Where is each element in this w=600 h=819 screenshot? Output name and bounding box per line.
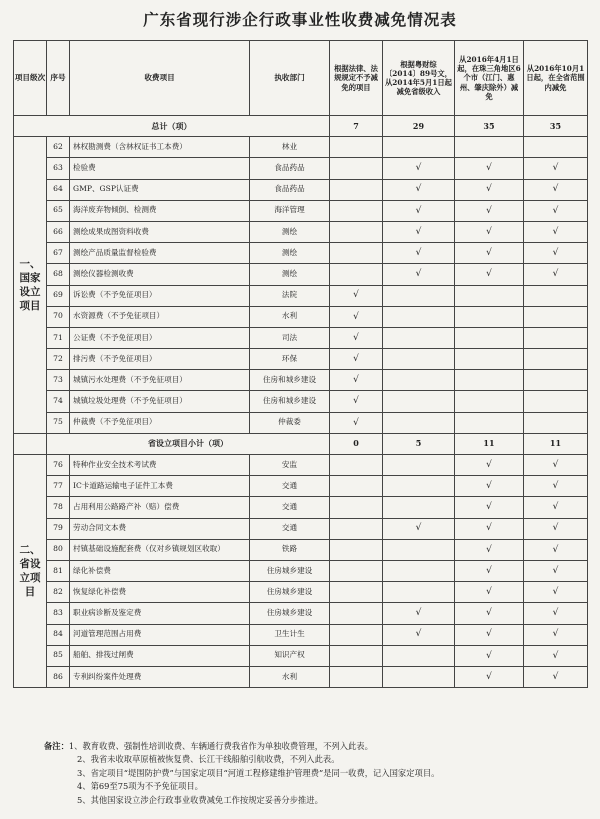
note-line: 5、其他国家设立涉企行政事业收费减免工作按规定妥善分步推进。	[77, 794, 323, 805]
mark-c4: √	[524, 645, 588, 666]
mark-c1: √	[330, 285, 383, 306]
group-label: 一、国家设立项目	[14, 137, 47, 434]
mark-c2	[383, 327, 455, 348]
fee-item: 水资源费（不予免征项目）	[70, 306, 250, 327]
mark-c3: √	[455, 518, 524, 539]
mark-c4: √	[524, 476, 588, 497]
mark-c2	[383, 349, 455, 370]
mark-c3	[455, 370, 524, 391]
department: 住房和城乡建设	[250, 370, 330, 391]
mark-c3: √	[455, 645, 524, 666]
row-number: 62	[47, 137, 70, 158]
table-row	[14, 518, 588, 539]
note-line: 2、我省未收取草原植被恢复费、长江干线船舶引航收费，不列入此表。	[77, 754, 340, 765]
fee-item: 劳动合同文本费	[70, 518, 250, 539]
table-row	[14, 539, 588, 560]
mark-c3	[455, 391, 524, 412]
table-row	[14, 327, 588, 348]
department: 海洋管理	[250, 200, 330, 221]
row-number: 64	[47, 179, 70, 200]
row-number: 75	[47, 412, 70, 433]
table-row	[14, 221, 588, 242]
mark-c4	[524, 412, 588, 433]
table-row	[14, 285, 588, 306]
table-row	[14, 412, 588, 433]
mark-c4: √	[524, 666, 588, 687]
fee-item: 职业病诊断及鉴定费	[70, 603, 250, 624]
mark-c3: √	[455, 243, 524, 264]
notes	[44, 740, 589, 807]
row-number: 68	[47, 264, 70, 285]
mark-c2	[383, 666, 455, 687]
row-number: 70	[47, 306, 70, 327]
mark-c2: √	[383, 179, 455, 200]
row-number: 66	[47, 221, 70, 242]
department: 食品药品	[250, 158, 330, 179]
department: 卫生计生	[250, 624, 330, 645]
mark-c3: √	[455, 200, 524, 221]
table-row	[14, 666, 588, 687]
fee-item: 城镇污水处理费（不予免征项目）	[70, 370, 250, 391]
department: 测绘	[250, 243, 330, 264]
fee-item: 仲裁费（不予免征项目）	[70, 412, 250, 433]
subtotal-c2: 5	[383, 433, 455, 454]
mark-c4: √	[524, 497, 588, 518]
department: 交通	[250, 518, 330, 539]
mark-c1	[330, 179, 383, 200]
row-number: 67	[47, 243, 70, 264]
mark-c4: √	[524, 582, 588, 603]
fee-item: 检验费	[70, 158, 250, 179]
mark-c1: √	[330, 306, 383, 327]
header-row	[14, 41, 588, 116]
department: 司法	[250, 327, 330, 348]
table-row	[14, 137, 588, 158]
mark-c2: √	[383, 158, 455, 179]
department: 食品药品	[250, 179, 330, 200]
mark-c1	[330, 603, 383, 624]
mark-c2	[383, 539, 455, 560]
total-c1: 7	[330, 116, 383, 137]
mark-c4	[524, 370, 588, 391]
department: 住房和城乡建设	[250, 391, 330, 412]
mark-c4: √	[524, 243, 588, 264]
mark-c1	[330, 645, 383, 666]
mark-c1	[330, 476, 383, 497]
fee-item: 专利纠纷案件处理费	[70, 666, 250, 687]
row-number: 63	[47, 158, 70, 179]
mark-c1: √	[330, 370, 383, 391]
table-row	[14, 370, 588, 391]
mark-c4: √	[524, 624, 588, 645]
mark-c3: √	[455, 158, 524, 179]
department: 交通	[250, 497, 330, 518]
mark-c4: √	[524, 264, 588, 285]
fee-item: 公证费（不予免征项目）	[70, 327, 250, 348]
mark-c3	[455, 137, 524, 158]
fee-item: IC卡道路运输电子证件工本费	[70, 476, 250, 497]
mark-c4: √	[524, 560, 588, 581]
table-row	[14, 455, 588, 476]
mark-c3: √	[455, 455, 524, 476]
department: 住房城乡建设	[250, 582, 330, 603]
fee-item: 村镇基础设施配套费（仅对乡镇规划区收取）	[70, 539, 250, 560]
row-number: 65	[47, 200, 70, 221]
table-row	[14, 306, 588, 327]
total-c2: 29	[383, 116, 455, 137]
mark-c2	[383, 582, 455, 603]
fee-item: 测绘仪器检测收费	[70, 264, 250, 285]
mark-c3: √	[455, 582, 524, 603]
header-item: 收费项目	[70, 41, 250, 116]
fee-item: 排污费（不予免征项目）	[70, 349, 250, 370]
mark-c1	[330, 243, 383, 264]
subtotal-c1: 0	[330, 433, 383, 454]
row-number: 76	[47, 455, 70, 476]
mark-c3: √	[455, 603, 524, 624]
mark-c3: √	[455, 476, 524, 497]
mark-c1	[330, 200, 383, 221]
department: 交通	[250, 476, 330, 497]
header-level: 项目级次	[14, 41, 47, 116]
mark-c2	[383, 476, 455, 497]
table-row	[14, 645, 588, 666]
mark-c2	[383, 137, 455, 158]
row-number: 72	[47, 349, 70, 370]
table-row	[14, 243, 588, 264]
department: 住房城乡建设	[250, 560, 330, 581]
department: 环保	[250, 349, 330, 370]
fee-item: 恢复绿化补偿费	[70, 582, 250, 603]
mark-c3: √	[455, 221, 524, 242]
mark-c4: √	[524, 455, 588, 476]
department: 林业	[250, 137, 330, 158]
mark-c2: √	[383, 264, 455, 285]
mark-c4: √	[524, 200, 588, 221]
mark-c4: √	[524, 158, 588, 179]
mark-c4: √	[524, 603, 588, 624]
mark-c3: √	[455, 497, 524, 518]
mark-c2: √	[383, 603, 455, 624]
total-c3: 35	[455, 116, 524, 137]
table-row	[14, 603, 588, 624]
mark-c3	[455, 306, 524, 327]
fee-item: 占用利用公路路产补（赔）偿费	[70, 497, 250, 518]
mark-c3: √	[455, 264, 524, 285]
mark-c3: √	[455, 560, 524, 581]
table-row	[14, 179, 588, 200]
total-label: 总计（项）	[14, 116, 330, 137]
fee-item: 测绘成果成图资料收费	[70, 221, 250, 242]
mark-c2	[383, 455, 455, 476]
total-c4: 35	[524, 116, 588, 137]
row-number: 81	[47, 560, 70, 581]
mark-c2: √	[383, 518, 455, 539]
mark-c2	[383, 645, 455, 666]
note-line	[44, 740, 589, 753]
department: 仲裁委	[250, 412, 330, 433]
subtotal-c3: 11	[455, 433, 524, 454]
fee-item: 特种作业安全技术考试费	[70, 455, 250, 476]
table-row	[14, 582, 588, 603]
department: 住房城乡建设	[250, 603, 330, 624]
mark-c3	[455, 327, 524, 348]
mark-c3: √	[455, 624, 524, 645]
mark-c2: √	[383, 243, 455, 264]
department: 水利	[250, 666, 330, 687]
mark-c2: √	[383, 624, 455, 645]
mark-c3: √	[455, 179, 524, 200]
mark-c1	[330, 497, 383, 518]
row-number: 84	[47, 624, 70, 645]
subtotal-label: 省设立项目小计（项）	[47, 433, 330, 454]
mark-c2	[383, 391, 455, 412]
department: 铁路	[250, 539, 330, 560]
mark-c4: √	[524, 221, 588, 242]
mark-c2	[383, 497, 455, 518]
department: 法院	[250, 285, 330, 306]
row-number: 86	[47, 666, 70, 687]
table-row	[14, 497, 588, 518]
mark-c1: √	[330, 391, 383, 412]
department: 水利	[250, 306, 330, 327]
row-number: 80	[47, 539, 70, 560]
mark-c4: √	[524, 539, 588, 560]
fee-item: 河道管理范围占用费	[70, 624, 250, 645]
mark-c4	[524, 349, 588, 370]
mark-c1	[330, 137, 383, 158]
fee-item: 绿化补偿费	[70, 560, 250, 581]
mark-c1	[330, 158, 383, 179]
mark-c2	[383, 560, 455, 581]
mark-c3: √	[455, 666, 524, 687]
header-no: 序号	[47, 41, 70, 116]
mark-c3: √	[455, 539, 524, 560]
fee-item: 城镇垃圾处理费（不予免征项目）	[70, 391, 250, 412]
row-number: 83	[47, 603, 70, 624]
mark-c1	[330, 539, 383, 560]
fee-item: 船舶、排筏过闸费	[70, 645, 250, 666]
table-row	[14, 476, 588, 497]
table-row	[14, 158, 588, 179]
note-line: 3、省定项目“堤围防护费”与国家定项目“河道工程修建维护管理费”是同一收费，记入国家定项目。	[77, 767, 440, 778]
mark-c4: √	[524, 518, 588, 539]
subtotal-row	[14, 433, 588, 454]
mark-c2	[383, 370, 455, 391]
note-text: 1、教育收费、强制性培训收费、车辆通行费我省作为单独收费管理，不列入此表。	[68, 741, 373, 751]
mark-c1	[330, 560, 383, 581]
mark-c1	[330, 518, 383, 539]
mark-c4	[524, 327, 588, 348]
fee-item: 诉讼费（不予免征项目）	[70, 285, 250, 306]
row-number: 79	[47, 518, 70, 539]
header-c3: 从2016年4月1日起，在珠三角地区6个市（江门、惠州、肇庆除外）减免	[455, 41, 524, 116]
mark-c3	[455, 412, 524, 433]
note-line: 4、第69至75项为不予免征项目。	[77, 781, 203, 792]
row-number: 69	[47, 285, 70, 306]
mark-c2: √	[383, 200, 455, 221]
row-number: 73	[47, 370, 70, 391]
mark-c1	[330, 455, 383, 476]
fee-table	[13, 40, 588, 688]
group-label: 二、省设立项目	[14, 455, 47, 688]
department: 安监	[250, 455, 330, 476]
department: 测绘	[250, 221, 330, 242]
table-row	[14, 391, 588, 412]
table-row	[14, 624, 588, 645]
notes-label: 备注：	[44, 741, 69, 751]
table-row	[14, 264, 588, 285]
row-number: 78	[47, 497, 70, 518]
subtotal-c4: 11	[524, 433, 588, 454]
row-number: 71	[47, 327, 70, 348]
mark-c2	[383, 306, 455, 327]
mark-c4	[524, 391, 588, 412]
mark-c3	[455, 349, 524, 370]
mark-c1	[330, 582, 383, 603]
mark-c4	[524, 137, 588, 158]
fee-item: 海洋废弃物倾倒、检测费	[70, 200, 250, 221]
row-number: 74	[47, 391, 70, 412]
header-c4: 从2016年10月1日起，在全省范围内减免	[524, 41, 588, 116]
mark-c1: √	[330, 349, 383, 370]
mark-c1	[330, 221, 383, 242]
mark-c1: √	[330, 412, 383, 433]
mark-c1: √	[330, 327, 383, 348]
mark-c1	[330, 264, 383, 285]
row-number: 85	[47, 645, 70, 666]
header-dept: 执收部门	[250, 41, 330, 116]
table-row	[14, 200, 588, 221]
total-row	[14, 116, 588, 137]
mark-c3	[455, 285, 524, 306]
mark-c4	[524, 285, 588, 306]
table-row	[14, 560, 588, 581]
mark-c1	[330, 624, 383, 645]
table-row	[14, 349, 588, 370]
mark-c2	[383, 412, 455, 433]
header-c1: 根据法律、法规规定不予减免的项目	[330, 41, 383, 116]
mark-c1	[330, 666, 383, 687]
department: 测绘	[250, 264, 330, 285]
mark-c4	[524, 306, 588, 327]
mark-c2: √	[383, 221, 455, 242]
department: 知识产权	[250, 645, 330, 666]
page-title: 广东省现行涉企行政事业性收费减免情况表	[143, 10, 457, 29]
header-c2: 根据粤财综〔2014〕89号文，从2014年5月1日起减免省级收入	[383, 41, 455, 116]
row-number: 77	[47, 476, 70, 497]
mark-c2	[383, 285, 455, 306]
fee-item: 测绘产品质量监督检验费	[70, 243, 250, 264]
fee-item: GMP、GSP认证费	[70, 179, 250, 200]
row-number: 82	[47, 582, 70, 603]
fee-item: 林权勘测费（含林权证书工本费）	[70, 137, 250, 158]
mark-c4: √	[524, 179, 588, 200]
